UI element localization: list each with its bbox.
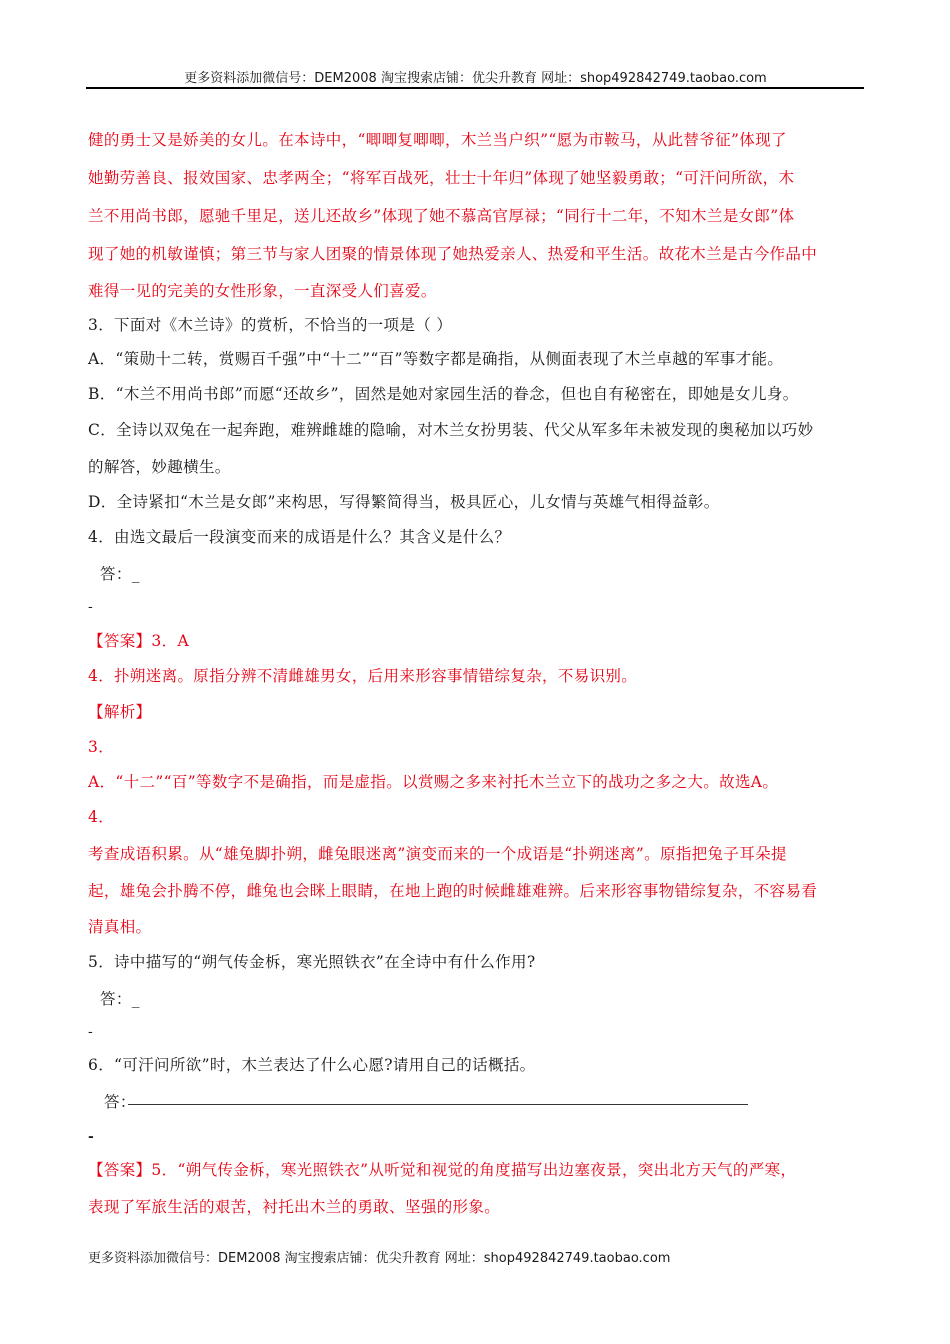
question-3-option-a: A．“策勋十二转，赏赐百千强”中“十二”“百”等数字都是确指，从侧面表现了木兰卓越的军事才能。 bbox=[88, 350, 784, 368]
question-3-option-c-line-1: C．全诗以双兔在一起奔跑，难辨雌雄的隐喻，对木兰女扮男装、代父从军多年未被发现的奥秘加以巧妙 bbox=[88, 421, 814, 439]
analysis-4-line-2: 起，雄兔会扑腾不停，雌兔也会眯上眼睛，在地上跑的时候雌雄难辨。后来形容事物错综复杂，不容易看 bbox=[88, 882, 818, 900]
question-6-answer-prompt: 答： bbox=[104, 1093, 136, 1111]
question-5-dash: - bbox=[88, 1024, 93, 1040]
page-footer: 更多资料添加微信号：DEM2008 淘宝搜索店铺：优尖升教育 网址：shop492842749.taobao.com bbox=[88, 1251, 671, 1266]
analysis-3-text: A．“十二”“百”等数字不是确指，而是虚指。以赏赐之多来衬托木兰立下的战功之多之大。故选A。 bbox=[88, 773, 779, 791]
page-header: 更多资料添加微信号：DEM2008 淘宝搜索店铺：优尖升教育 网址：shop492842749.taobao.com bbox=[184, 71, 767, 86]
answer-5-line-1: 【答案】5．“朔气传金柝，寒光照铁衣”从听觉和视觉的角度描写出边塞夜景，突出北方天气的严寒， bbox=[88, 1161, 797, 1179]
intro-line-3: 兰不用尚书郎，愿驰千里足，送儿还故乡”体现了她不慕高官厚禄；“同行十二年，不知木兰是女郎”体 bbox=[88, 207, 795, 225]
analysis-number-3: 3． bbox=[88, 738, 115, 756]
question-4-answer-prompt: 答：_ bbox=[100, 565, 140, 583]
answer-4: 4．扑朔迷离。原指分辨不清雌雄男女，后用来形容事情错综复杂，不易识别。 bbox=[88, 667, 638, 685]
question-6-stem: 6．“可汗问所欲”时，木兰表达了什么心愿?请用自己的话概括。 bbox=[88, 1056, 536, 1074]
analysis-label: 【解析】 bbox=[88, 703, 152, 721]
intro-line-1: 健的勇士又是娇美的女儿。在本诗中，“唧唧复唧唧，木兰当户织”“愿为市鞍马，从此替爷征”体现了 bbox=[88, 131, 787, 149]
answer-line bbox=[128, 1104, 748, 1105]
answer-label-3: 【答案】3．A bbox=[88, 632, 190, 650]
analysis-4-line-3: 清真相。 bbox=[88, 918, 152, 936]
question-3-stem: 3．下面对《木兰诗》的赏析，不恰当的一项是（ ） bbox=[88, 316, 453, 334]
question-4-dash: - bbox=[88, 599, 93, 615]
question-3-option-d: D．全诗紧扣“木兰是女郎”来构思，写得繁简得当，极具匠心，儿女情与英雄气相得益彰。 bbox=[88, 493, 720, 511]
question-4-stem: 4．由选文最后一段演变而来的成语是什么？其含义是什么？ bbox=[88, 528, 511, 546]
analysis-number-4: 4． bbox=[88, 808, 115, 826]
question-3-option-c-line-2: 的解答，妙趣横生。 bbox=[88, 458, 231, 476]
intro-line-5: 难得一见的完美的女性形象，一直深受人们喜爱。 bbox=[88, 282, 437, 300]
question-3-option-b: B．“木兰不用尚书郎”而愿“还故乡”，固然是她对家园生活的眷念，但也自有秘密在，即她是女儿身。 bbox=[88, 385, 799, 403]
intro-line-4: 现了她的机敏谨慎；第三节与家人团聚的情景体现了她热爱亲人、热爱和平生活。故花木兰是古今作品中 bbox=[88, 245, 818, 263]
header-divider bbox=[86, 87, 864, 89]
analysis-4-line-1: 考查成语积累。从“雄兔脚扑朔，雌兔眼迷离”演变而来的一个成语是“扑朔迷离”。原指把兔子耳朵提 bbox=[88, 845, 787, 863]
intro-line-2: 她勤劳善良、报效国家、忠孝两全；“将军百战死，壮士十年归”体现了她坚毅勇敢；“可汗问所欲，木 bbox=[88, 169, 795, 187]
question-6-dash: - bbox=[88, 1129, 94, 1145]
question-5-answer-prompt: 答：_ bbox=[100, 990, 140, 1008]
answer-5-line-2: 表现了军旅生活的艰苦，衬托出木兰的勇敢、坚强的形象。 bbox=[88, 1198, 501, 1216]
question-5-stem: 5．诗中描写的“朔气传金柝，寒光照铁衣”在全诗中有什么作用? bbox=[88, 953, 536, 971]
